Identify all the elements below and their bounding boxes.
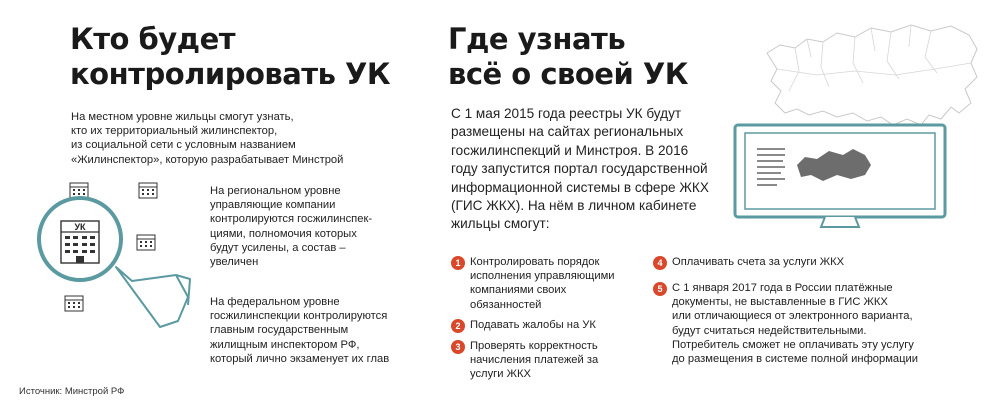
number-badge: 3 <box>451 340 465 354</box>
text-line: На региональном уровне <box>210 185 341 197</box>
text-line: документы, не выставленные в ГИС ЖКХ <box>672 296 888 309</box>
text-line: году запустится портал государственной <box>451 161 708 177</box>
text-line: Оплачивать счета за услуги ЖКХ <box>672 256 845 268</box>
text-line: (ГИС ЖКХ). На нём в личном кабинете <box>451 198 697 214</box>
building-icon <box>65 296 83 311</box>
text-line: На федеральном уровне <box>210 296 340 308</box>
text-line: или отличающиеся от электронного варианта, <box>672 310 913 323</box>
right-title <box>448 22 688 92</box>
text-line: обязанностей <box>470 298 542 311</box>
number-badge: 1 <box>451 256 465 270</box>
text-line: На местном уровне жильцы смогут узнать, <box>71 111 294 123</box>
uk-building-label: УК <box>74 222 86 232</box>
text-line: Контролировать порядок <box>470 256 600 268</box>
number-badge: 2 <box>451 319 465 333</box>
text-line: управляющие компании <box>210 199 336 212</box>
building-icon <box>139 183 157 198</box>
monitor-illustration <box>725 15 985 230</box>
text-line: Потребитель сможет не оплачивать эту услугу <box>672 338 914 351</box>
text-line: «Жилинспектор», которую разрабатывает Минстрой <box>71 153 344 166</box>
building-icon <box>137 235 155 250</box>
text-line: Проверять корректность <box>470 340 598 352</box>
text-line: циями, полномочия которых <box>210 227 357 240</box>
local-level-text <box>71 110 343 167</box>
magnifier-illustration <box>28 175 218 335</box>
uk-building-icon <box>61 221 99 263</box>
text-line: жилищным инспектором РФ, <box>210 338 360 351</box>
federal-level-text <box>210 295 389 366</box>
text-line: госжилинспекции контролируются <box>210 310 388 323</box>
left-title-line-2: контролировать УК <box>70 57 391 91</box>
text-line: из социальной сети с условным названием <box>71 139 296 152</box>
text-line: Подавать жалобы на УК <box>470 319 596 331</box>
text-line: кто их территориальный жилинспектор, <box>71 125 278 138</box>
text-line: информационной системы в сфере ЖКХ <box>451 179 709 195</box>
text-line: размещены на сайтах региональных <box>451 124 684 140</box>
text-line: будут считаться недействительными. <box>672 324 867 337</box>
building-icon <box>70 183 88 198</box>
text-line: С 1 января 2017 года в России платёжные <box>672 282 893 294</box>
item-text <box>470 318 596 332</box>
text-line: начисления платежей за <box>470 354 599 367</box>
item-text <box>672 255 844 269</box>
capabilities-list-left <box>451 255 651 385</box>
text-line: будут усилены, а состав – <box>210 241 346 254</box>
text-line: контролируются госжилинспек- <box>210 213 373 226</box>
item-text <box>470 339 598 382</box>
text-line: исполнения управляющими <box>470 270 615 283</box>
text-line: увеличен <box>210 256 259 269</box>
screen-text-lines <box>757 149 785 185</box>
text-line: компаниями своих <box>470 284 567 297</box>
source-note: Источник: Минстрой РФ <box>19 386 125 397</box>
text-line: госжилинспекций и Минстроя. В 2016 <box>451 142 689 158</box>
right-title-line-2: всё о своей УК <box>448 57 688 91</box>
right-title-line-1: Где узнать <box>448 22 626 56</box>
item-text <box>672 281 918 366</box>
regional-level-text <box>210 184 372 269</box>
number-badge: 5 <box>653 282 667 296</box>
left-title-line-1: Кто будет <box>70 22 236 56</box>
text-line: главным государственным <box>210 324 349 337</box>
right-intro-text <box>451 105 709 234</box>
monitor-stand <box>821 217 859 227</box>
text-line: услуги ЖКХ <box>470 368 531 381</box>
text-line: жильцы смогут: <box>451 216 550 232</box>
capabilities-list-right <box>653 255 953 375</box>
left-title <box>70 22 390 92</box>
text-line: который лично экзаменует их глав <box>210 352 390 365</box>
russia-map-outline <box>767 25 977 125</box>
item-text <box>470 255 615 312</box>
text-line: до размещения в системе полной информации <box>672 353 919 366</box>
number-badge: 4 <box>653 256 667 270</box>
text-line: С 1 мая 2015 года реестры УК будут <box>451 106 682 121</box>
